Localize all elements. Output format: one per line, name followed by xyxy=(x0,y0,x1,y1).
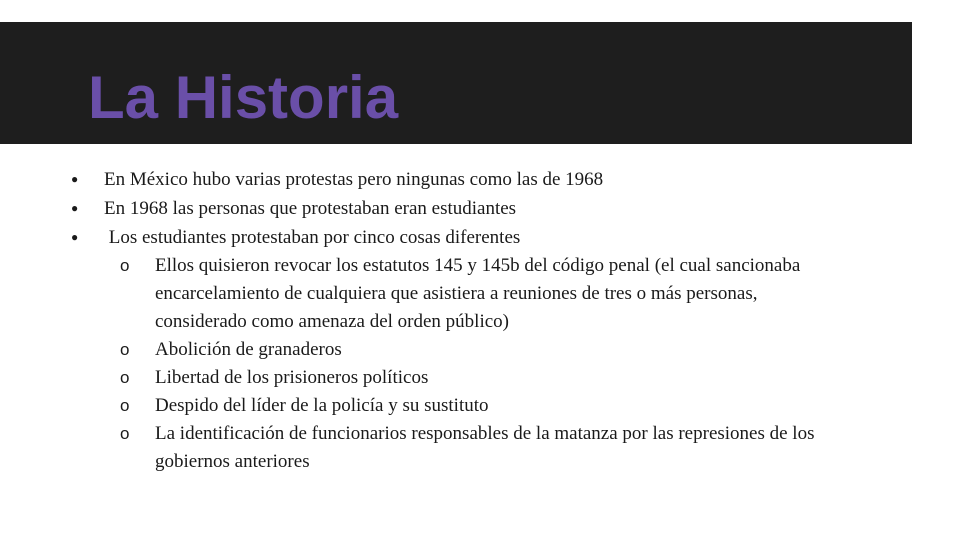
sub-bullet-text: Abolición de granaderos xyxy=(155,339,342,360)
sub-bullet-item xyxy=(0,392,845,420)
bullet-text: Los estudiantes protestaban por cinco cosas diferentes xyxy=(104,227,521,248)
sub-bullet-marker: o xyxy=(120,340,130,359)
bullet-item xyxy=(0,223,844,252)
sub-bullet-text: Libertad de los prisioneros políticos xyxy=(155,367,429,388)
sub-bullet-text: La identificación de funcionarios responsables de la matanza por las represiones de los gobiernos anteriores xyxy=(155,423,815,472)
bullet-item xyxy=(0,165,844,194)
sub-bullet-text: Ellos quisieron revocar los estatutos 145 y 145b del código penal (el cual sancionaba encarcelamiento de cualquiera que asistiera a reuniones de tres o más personas, considerado como amenaza del orden público) xyxy=(155,255,801,332)
sub-bullet-marker: o xyxy=(120,368,130,387)
bullet-marker: ● xyxy=(71,201,79,215)
bullet-marker: ● xyxy=(71,230,79,244)
sub-bullet-list xyxy=(0,252,900,476)
slide-title: La Historia xyxy=(88,64,399,131)
sub-bullet-item xyxy=(0,252,845,336)
bullet-text: En México hubo varias protestas pero ningunas como las de 1968 xyxy=(104,169,604,190)
bullet-list xyxy=(0,165,900,252)
sub-bullet-marker: o xyxy=(120,396,130,415)
slide-content xyxy=(0,165,900,476)
sub-bullet-marker: o xyxy=(120,424,130,443)
sub-bullet-marker: o xyxy=(120,256,130,275)
bullet-item xyxy=(0,194,844,223)
sub-bullet-text: Despido del líder de la policía y su sustituto xyxy=(155,395,489,416)
sub-bullet-item xyxy=(0,336,845,364)
sub-bullet-item xyxy=(0,364,845,392)
sub-bullet-item xyxy=(0,420,845,476)
bullet-marker: ● xyxy=(71,172,79,186)
bullet-text: En 1968 las personas que protestaban eran estudiantes xyxy=(104,198,517,219)
